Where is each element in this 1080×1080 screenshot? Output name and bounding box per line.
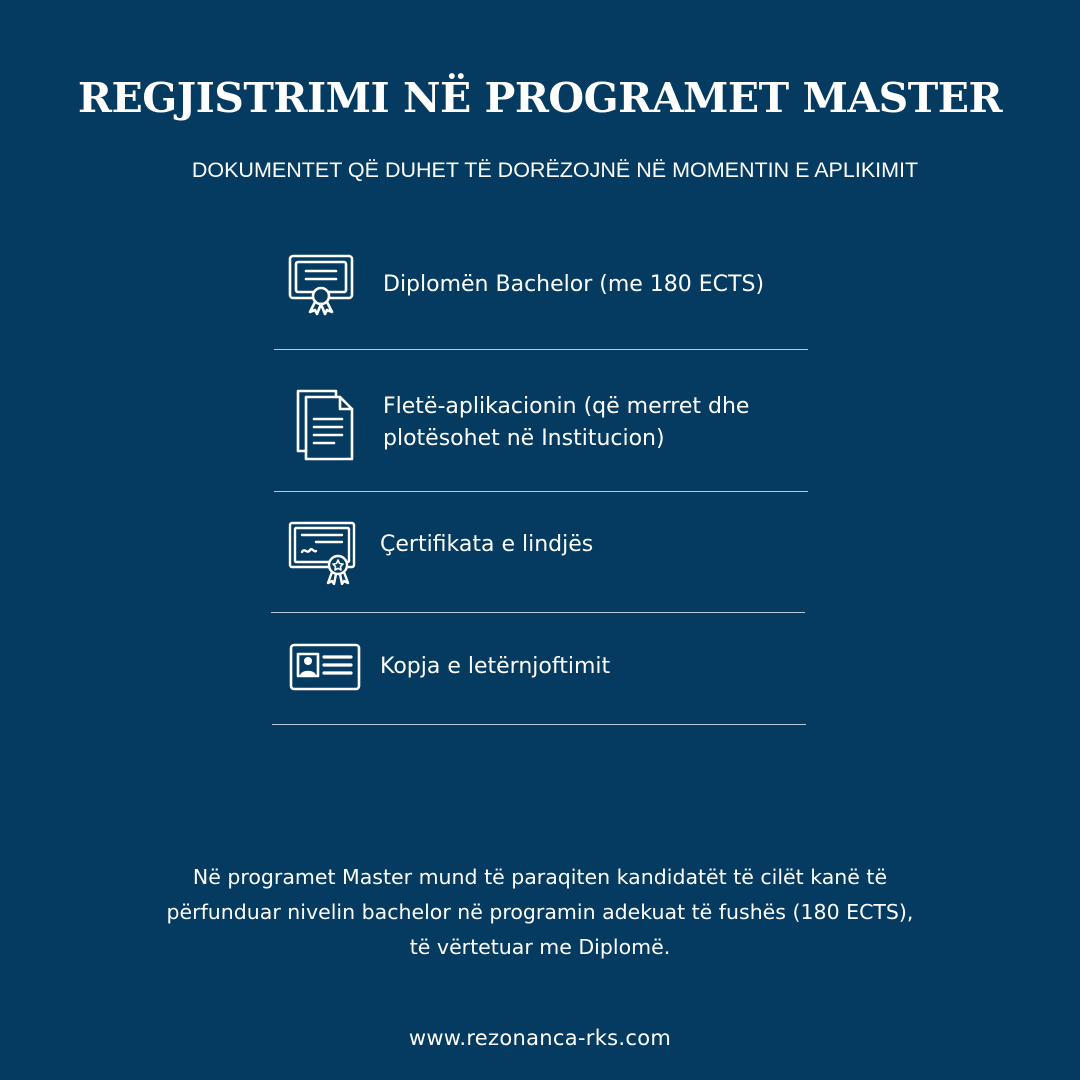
document-label-line: plotësohet në Institucion) [383, 426, 665, 451]
birth-certificate-icon [288, 521, 356, 585]
document-label-diploma: Diplomën Bachelor (me 180 ECTS) [383, 272, 765, 297]
divider [274, 491, 808, 492]
id-card-icon [289, 643, 361, 691]
divider [271, 612, 805, 613]
document-label-birth-certificate: Çertifikata e lindjës [380, 532, 594, 557]
divider [274, 349, 808, 350]
footer-note-line: të vërtetuar me Diplomë. [409, 935, 671, 959]
footer-note [0, 860, 1080, 965]
divider [272, 724, 806, 725]
page-subtitle: DOKUMENTET QË DUHET TË DORËZOJNË NË MOMENTIN E APLIKIMIT [191, 158, 919, 182]
footer-note-line: përfunduar nivelin bachelor në programin adekuat të fushës (180 ECTS), [166, 900, 914, 924]
document-label-application-form [383, 391, 749, 455]
document-pages-icon [296, 389, 354, 461]
page-title: REGJISTRIMI NË PROGRAMET MASTER [77, 74, 1003, 122]
document-label-line: Fletë-aplikacionin (që merret dhe [383, 394, 750, 419]
website-link[interactable]: www.rezonanca-rks.com [408, 1026, 672, 1050]
document-label-id-card: Kopja e letërnjoftimit [380, 654, 611, 679]
footer-note-line: Në programet Master mund të paraqiten kandidatët të cilët kanë të [192, 865, 888, 889]
diploma-certificate-icon [288, 254, 354, 316]
